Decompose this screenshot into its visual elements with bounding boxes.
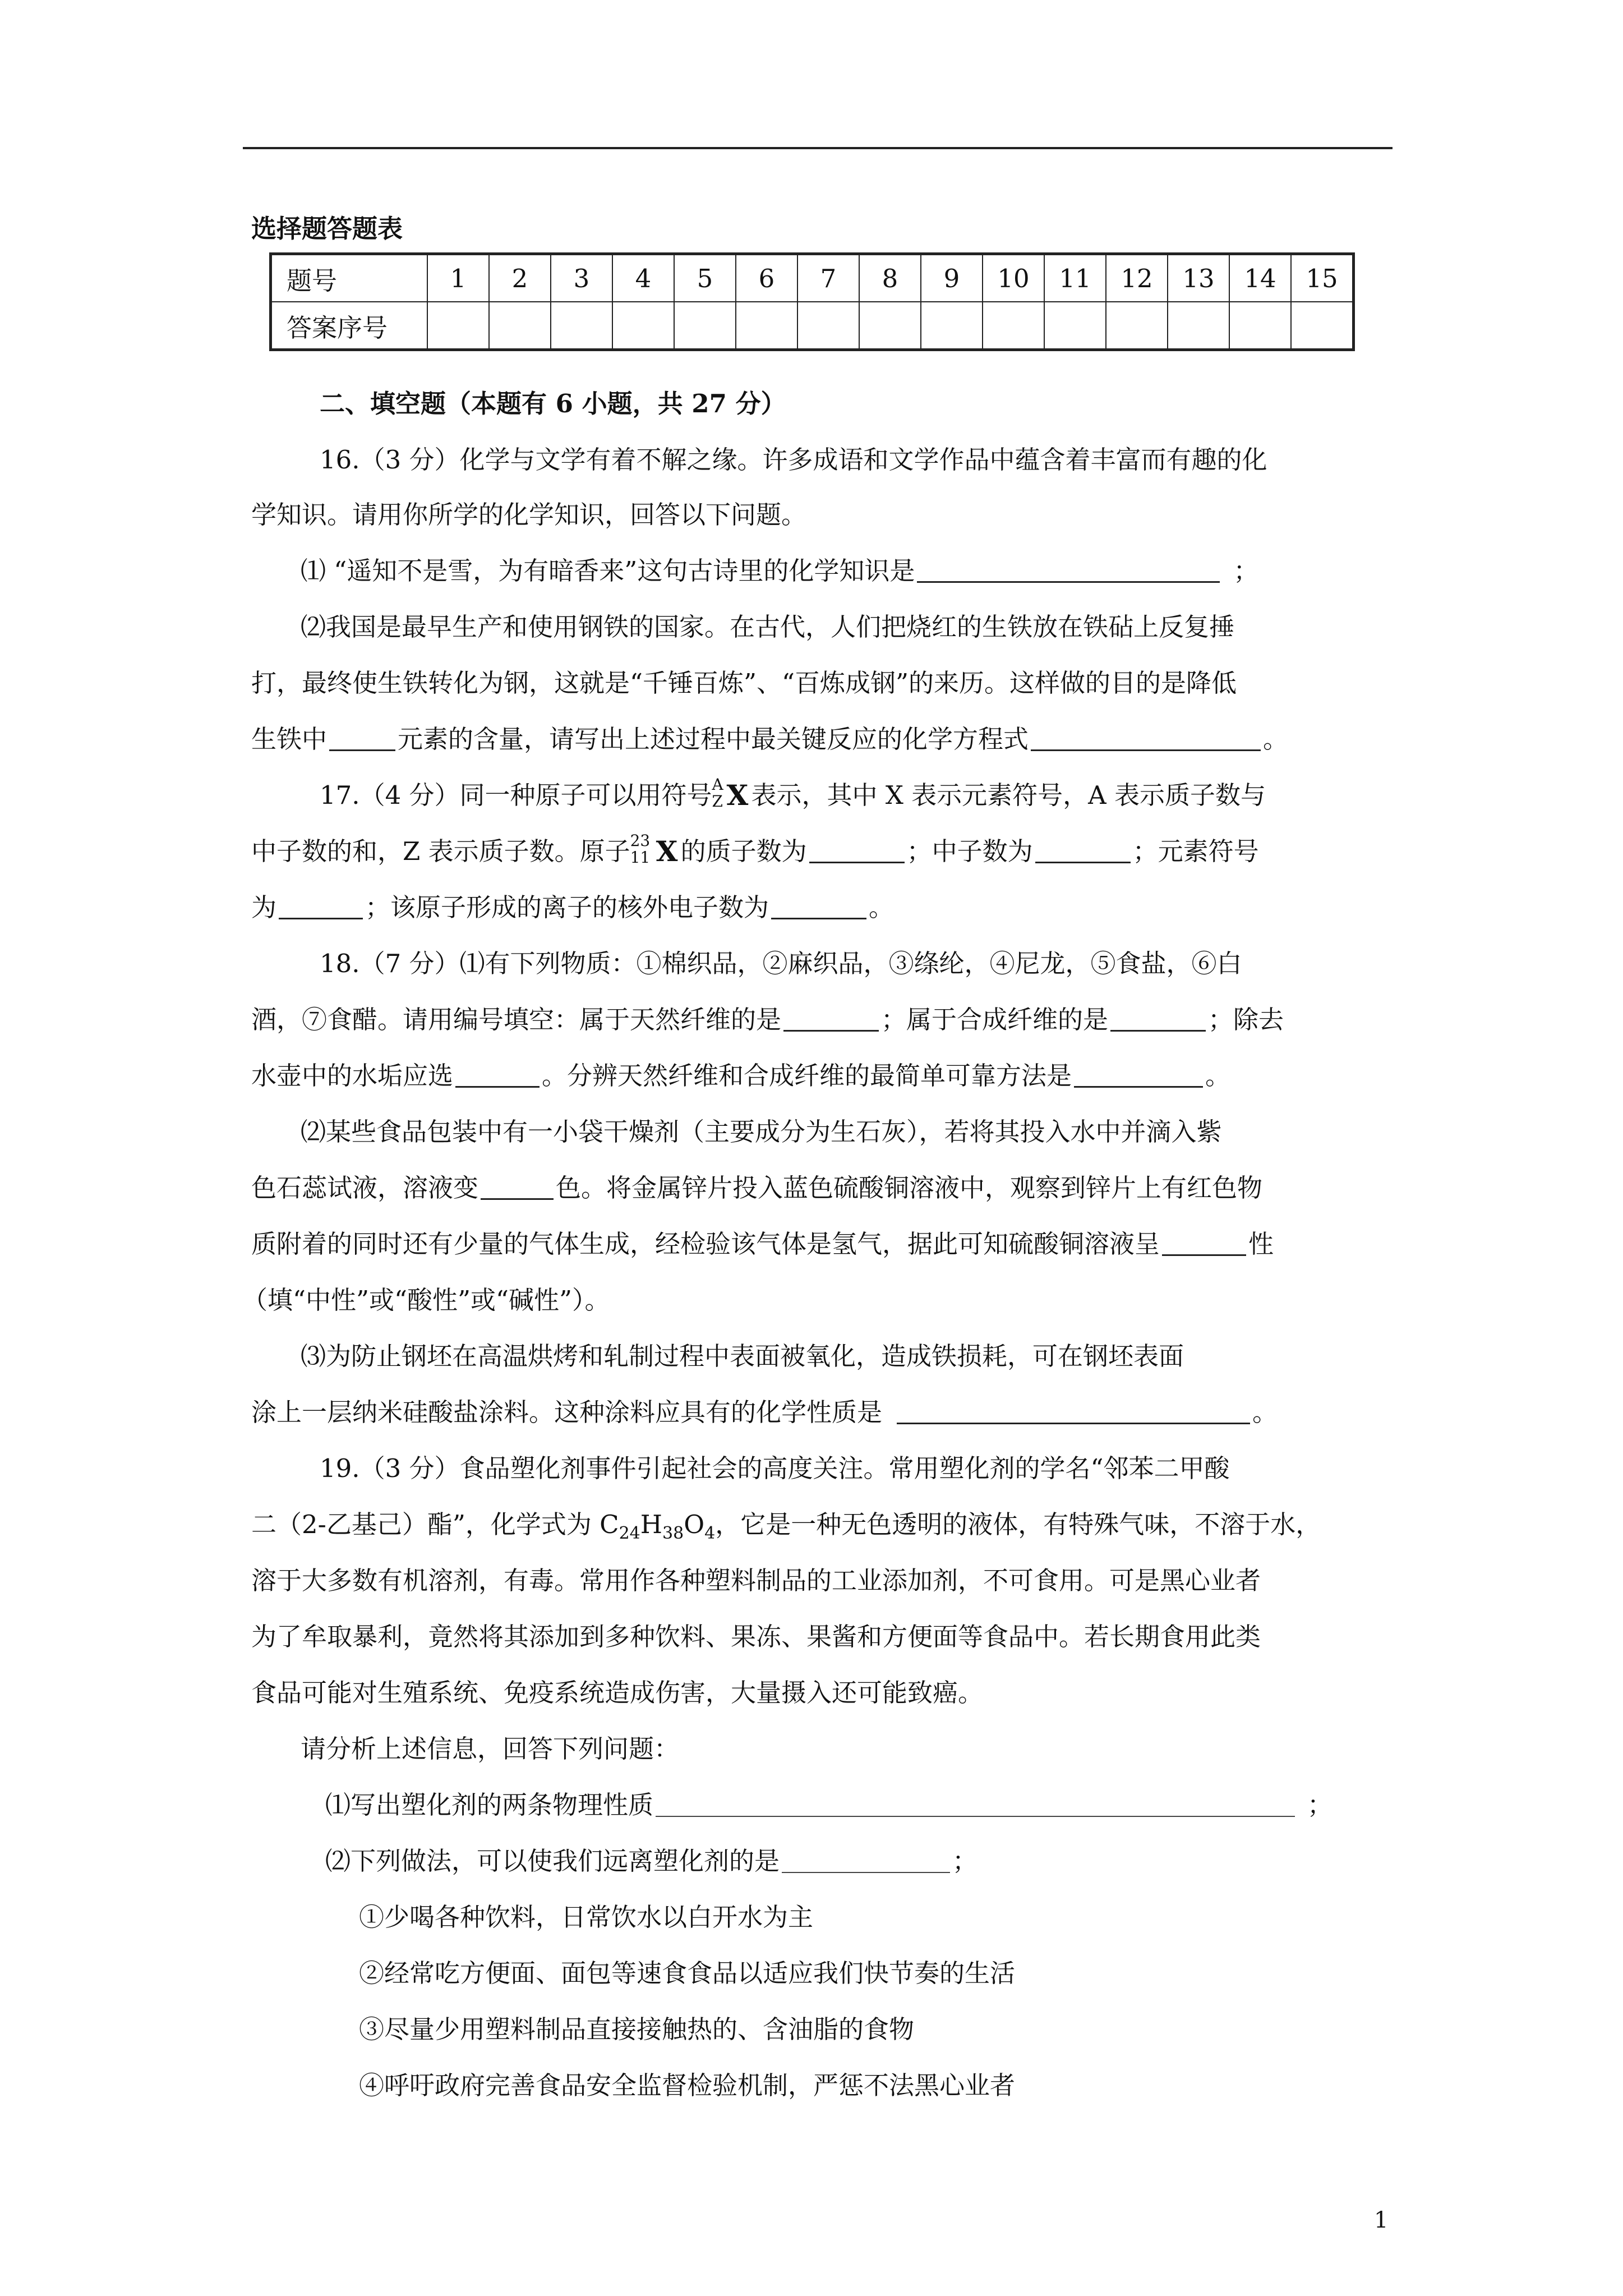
q17-text: 为	[251, 892, 277, 922]
q19-line	[325, 1844, 978, 1878]
q17-blank-protons[interactable]	[809, 839, 905, 863]
q17-line	[251, 891, 894, 924]
question-number-cell: 13	[1168, 254, 1229, 302]
q19-line	[325, 1788, 1332, 1822]
q19-option: ④呼吁政府完善食品安全监督检验机制，严惩不法黑心业者	[359, 2070, 1016, 2100]
atomic-number: Z	[712, 792, 723, 811]
formula-subscript: 4	[704, 1524, 716, 1543]
answer-cell[interactable]	[489, 302, 551, 350]
question-number-cell: 11	[1044, 254, 1106, 302]
q18-text: 质附着的同时还有少量的气体生成，经检验该气体是氢气，据此可知硫酸铜溶液呈	[251, 1229, 1160, 1259]
q19-option: ③尽量少用塑料制品直接接触热的、含油脂的食物	[359, 2014, 915, 2044]
q18-blank-method[interactable]	[1074, 1064, 1203, 1088]
q18-text: ；除去	[1208, 1005, 1284, 1034]
q18-line	[251, 1059, 1230, 1093]
q17-blank-neutrons[interactable]	[1035, 839, 1131, 863]
q19-line: 为了牟取暴利，竟然将其添加到多种饮料、果冻、果酱和方便面等食品中。若长期食用此类	[251, 1622, 1261, 1651]
answer-cell[interactable]	[612, 302, 674, 350]
q18-text: 。分辨天然纤维和合成纤维的最简单可靠方法是	[542, 1061, 1072, 1091]
answer-cell[interactable]	[1044, 302, 1106, 350]
q19-blank-choice[interactable]	[782, 1849, 950, 1873]
q18-text: 涂上一层纳米硅酸盐涂料。这种涂料应具有的化学性质是	[251, 1397, 883, 1427]
q17-text: 17.（4 分）同一种原子可以用符号	[320, 780, 712, 810]
q18-blank-synthetic[interactable]	[1110, 1007, 1206, 1032]
q19-line: 溶于大多数有机溶剂，有毒。常用作各种塑料制品的工业添加剂，不可食用。可是黑心业者	[251, 1566, 1261, 1595]
q17-text: 中子数的和，Z 表示质子数。原子	[251, 836, 630, 866]
answer-cell[interactable]	[1106, 302, 1168, 350]
table-row	[271, 302, 1354, 350]
q18-text: 色。将金属锌片投入蓝色硫酸铜溶液中，观察到锌片上有红色物	[556, 1173, 1263, 1203]
row-label-number: 题号	[271, 254, 428, 302]
punct: 。	[1263, 724, 1289, 754]
q16-line	[251, 723, 1288, 756]
formula-subscript: 38	[662, 1524, 684, 1543]
answer-cell[interactable]	[427, 302, 489, 350]
answer-cell[interactable]	[1168, 302, 1229, 350]
q19-option: ①少喝各种饮料，日常饮水以白开水为主	[359, 1902, 814, 1932]
q18-line	[251, 1171, 1262, 1205]
question-number-cell: 10	[983, 254, 1044, 302]
answer-cell[interactable]	[551, 302, 612, 350]
q16-line	[301, 554, 1258, 588]
q17-blank-symbol[interactable]	[279, 895, 363, 919]
q18-blank-property[interactable]	[897, 1400, 1250, 1424]
q18-blank-scale[interactable]	[455, 1064, 540, 1088]
question-number-cell: 12	[1106, 254, 1168, 302]
q17-text: 表示，其中 X 表示元素符号，A 表示质子数与	[751, 780, 1266, 810]
answer-cell[interactable]	[983, 302, 1044, 350]
punct: ；	[952, 1846, 978, 1876]
question-number-cell: 14	[1229, 254, 1291, 302]
q18-text: 色石蕊试液，溶液变	[251, 1173, 479, 1203]
q19-blank-properties[interactable]	[656, 1793, 1295, 1817]
q18-blank-color[interactable]	[481, 1176, 554, 1200]
mass-number: 23	[630, 831, 651, 850]
q19-line: 食品可能对生殖系统、免疫系统造成伤害，大量摄入还可能致癌。	[251, 1678, 984, 1708]
q19-text: ⑴写出塑化剂的两条物理性质	[325, 1790, 654, 1820]
header-rule	[243, 147, 1393, 149]
q16-sub1-text: ⑴ “遥知不是雪，为有暗香来”这句古诗里的化学知识是	[301, 556, 915, 586]
q17-text: ；元素符号	[1132, 836, 1259, 866]
q18-text: 酒，⑦食醋。请用编号填空：属于天然纤维的是	[251, 1005, 782, 1034]
question-number-cell: 2	[489, 254, 551, 302]
q17-line	[251, 831, 1259, 868]
q19-text: O	[684, 1510, 705, 1539]
q18-line: ⑵某些食品包装中有一小袋干燥剂（主要成分为生石灰），若将其投入水中并滴入紫	[301, 1117, 1222, 1147]
q19-line: 请分析上述信息，回答下列问题：	[301, 1734, 680, 1764]
answer-cell[interactable]	[859, 302, 921, 350]
answer-cell[interactable]	[1291, 302, 1354, 350]
element-symbol: X	[656, 835, 678, 868]
q16-text: 生铁中	[251, 724, 328, 754]
table-row	[271, 254, 1354, 302]
question-number-cell: 15	[1291, 254, 1354, 302]
page-number: 1	[1374, 2207, 1389, 2233]
q18-line	[251, 1396, 1278, 1429]
question-number-cell: 1	[427, 254, 489, 302]
punct: 。	[869, 892, 895, 922]
q16-line: 学知识。请用你所学的化学知识，回答以下问题。	[251, 500, 807, 530]
q19-line: 19.（3 分）食品塑化剂事件引起社会的高度关注。常用塑化剂的学名“邻苯二甲酸	[320, 1453, 1230, 1483]
section-title: 二、填空题（本题有 6 小题，共 27 分）	[320, 389, 786, 418]
isotope-symbol	[630, 831, 681, 868]
q19-option: ②经常吃方便面、面包等速食食品以适应我们快节奏的生活	[359, 1958, 1016, 1988]
answer-cell[interactable]	[921, 302, 983, 350]
q19-text: 二（2-乙基己）酯”，化学式为 C	[251, 1510, 619, 1539]
q18-line	[251, 1003, 1284, 1037]
q18-blank-natural[interactable]	[783, 1007, 879, 1032]
punct: 。	[1252, 1397, 1278, 1427]
q17-text: ；该原子形成的离子的核外电子数为	[365, 892, 769, 922]
answer-cell[interactable]	[1229, 302, 1291, 350]
q17-line	[320, 775, 1266, 812]
isotope-symbol	[712, 775, 751, 812]
question-number-cell: 3	[551, 254, 612, 302]
punct: ；	[1307, 1790, 1333, 1820]
q16-blank-3[interactable]	[1031, 727, 1261, 751]
punct: ；	[1233, 556, 1259, 586]
q18-blank-acidity[interactable]	[1162, 1232, 1246, 1256]
mass-number: A	[712, 775, 723, 794]
answer-cell[interactable]	[797, 302, 859, 350]
q18-text: 性	[1248, 1229, 1274, 1259]
q19-text: H	[640, 1510, 663, 1539]
atomic-number: 11	[630, 848, 651, 867]
q19-text: ⑵下列做法，可以使我们远离塑化剂的是	[325, 1846, 780, 1876]
table-title: 选择题答题表	[251, 214, 403, 243]
q17-text: 的质子数为	[680, 836, 807, 866]
q17-text: ；中子数为	[906, 836, 1033, 866]
row-label-answer: 答案序号	[271, 302, 428, 350]
q18-line: 18.（7 分）⑴有下列物质：①棉织品，②麻织品，③绦纶，④尼龙，⑤食盐，⑥白	[320, 949, 1242, 978]
question-number-cell: 5	[674, 254, 736, 302]
q19-text: ，它是一种无色透明的液体，有特殊气味，不溶于水，	[715, 1510, 1321, 1539]
q18-line: ⑶为防止钢坯在高温烘烤和轧制过程中表面被氧化，造成铁损耗，可在钢坯表面	[301, 1341, 1184, 1371]
q18-text: ；属于合成纤维的是	[881, 1005, 1109, 1034]
q19-line	[251, 1508, 1321, 1550]
q16-line: 16.（3 分）化学与文学有着不解之缘。许多成语和文学作品中蕴含着丰富而有趣的化	[320, 445, 1267, 475]
question-number-cell: 6	[736, 254, 797, 302]
answer-cell[interactable]	[674, 302, 736, 350]
q18-line: （填“中性”或“酸性”或“碱性”）。	[242, 1285, 610, 1315]
question-number-cell: 7	[797, 254, 859, 302]
q18-line	[251, 1227, 1274, 1261]
q16-blank-1[interactable]	[917, 559, 1220, 583]
q16-text: 元素的含量，请写出上述过程中最关键反应的化学方程式	[398, 724, 1029, 754]
q18-text: 水壶中的水垢应选	[251, 1061, 454, 1091]
question-number-cell: 8	[859, 254, 921, 302]
q16-line: ⑵我国是最早生产和使用钢铁的国家。在古代，人们把烧红的生铁放在铁砧上反复捶	[301, 612, 1235, 642]
punct: 。	[1205, 1061, 1231, 1091]
answer-cell[interactable]	[736, 302, 797, 350]
question-number-cell: 4	[612, 254, 674, 302]
q17-blank-electrons[interactable]	[771, 895, 866, 919]
q16-line: 打，最终使生铁转化为钢，这就是“千锤百炼”、“百炼成钢”的来历。这样做的目的是降低	[251, 668, 1237, 698]
question-number-cell: 9	[921, 254, 983, 302]
q16-blank-2[interactable]	[329, 727, 395, 751]
element-symbol: X	[726, 779, 749, 812]
formula-subscript: 24	[619, 1524, 640, 1543]
answer-table	[269, 252, 1355, 351]
